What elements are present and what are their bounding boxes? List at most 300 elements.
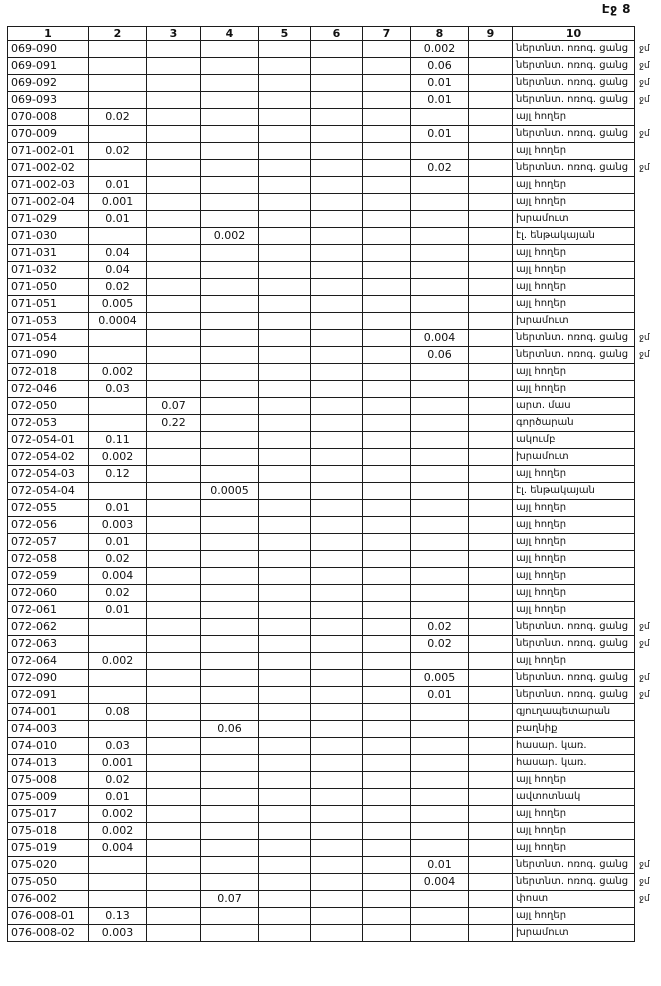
cell-value-col5 (259, 177, 311, 194)
cell-value-col9 (469, 364, 513, 381)
column-header: 2 (89, 27, 147, 41)
cell-value-col9 (469, 568, 513, 585)
cell-value-col8: 0.02 (411, 160, 469, 177)
cell-value-col4 (201, 143, 259, 160)
marginal-note: ջմ (639, 163, 650, 173)
cell-value-col3 (147, 211, 201, 228)
cell-value-col8 (411, 177, 469, 194)
cell-value-col5 (259, 806, 311, 823)
cell-value-col6 (311, 228, 363, 245)
cell-value-col5 (259, 41, 311, 58)
cell-value-col5 (259, 262, 311, 279)
cell-value-col8: 0.06 (411, 58, 469, 75)
cell-land-use-label: ներտնտ. ոռոգ. ցանց (513, 160, 635, 177)
cell-value-col4 (201, 670, 259, 687)
cell-value-col6 (311, 619, 363, 636)
cell-value-col7 (363, 755, 411, 772)
cell-value-col8 (411, 806, 469, 823)
cell-value-col6 (311, 568, 363, 585)
column-header: 5 (259, 27, 311, 41)
cell-value-col3 (147, 58, 201, 75)
cell-value-col8: 0.004 (411, 874, 469, 891)
cell-value-col9 (469, 551, 513, 568)
cell-value-col8 (411, 194, 469, 211)
cell-value-col8 (411, 840, 469, 857)
cell-value-col7 (363, 41, 411, 58)
cell-value-col4 (201, 925, 259, 942)
cell-value-col8: 0.02 (411, 619, 469, 636)
cell-value-col4 (201, 466, 259, 483)
cell-land-use-label: այլ հողեր (513, 517, 635, 534)
cell-value-col6 (311, 721, 363, 738)
cell-value-col3 (147, 721, 201, 738)
cell-value-col5 (259, 840, 311, 857)
cell-value-col5 (259, 381, 311, 398)
cell-value-col7 (363, 857, 411, 874)
cell-land-use-label: ներտնտ. ոռոգ. ցանց (513, 670, 635, 687)
cell-value-col4 (201, 789, 259, 806)
marginal-note (635, 721, 661, 738)
cell-value-col5 (259, 415, 311, 432)
cell-value-col2: 0.01 (89, 177, 147, 194)
cell-value-col2: 0.01 (89, 500, 147, 517)
cell-value-col2: 0.004 (89, 840, 147, 857)
cell-value-col4 (201, 194, 259, 211)
cell-value-col6 (311, 636, 363, 653)
table-row (8, 330, 661, 347)
cell-land-use-label: այլ հողեր (513, 585, 635, 602)
table-row (8, 449, 661, 466)
table-row (8, 687, 661, 704)
cell-value-col6 (311, 483, 363, 500)
cell-parcel-code: 071-031 (8, 245, 89, 262)
cell-parcel-code: 076-008-01 (8, 908, 89, 925)
cell-parcel-code: 071-051 (8, 296, 89, 313)
cell-value-col2 (89, 398, 147, 415)
marginal-note (635, 534, 661, 551)
cell-value-col4 (201, 449, 259, 466)
cell-value-col7 (363, 449, 411, 466)
cell-value-col2: 0.03 (89, 738, 147, 755)
cell-value-col7 (363, 279, 411, 296)
cell-value-col6 (311, 313, 363, 330)
table-row (8, 296, 661, 313)
cell-value-col9 (469, 500, 513, 517)
table-row (8, 466, 661, 483)
cell-value-col6 (311, 296, 363, 313)
cell-land-use-label: խրամուտ (513, 449, 635, 466)
marginal-note (635, 177, 661, 194)
cell-value-col7 (363, 211, 411, 228)
cell-value-col5 (259, 211, 311, 228)
table-row (8, 823, 661, 840)
cell-value-col2 (89, 891, 147, 908)
cell-value-col2: 0.12 (89, 466, 147, 483)
cell-parcel-code: 075-019 (8, 840, 89, 857)
cell-value-col9 (469, 245, 513, 262)
marginal-note (635, 398, 661, 415)
table-row (8, 500, 661, 517)
cell-value-col3 (147, 466, 201, 483)
cell-value-col6 (311, 857, 363, 874)
cell-value-col6 (311, 602, 363, 619)
cell-value-col4 (201, 687, 259, 704)
marginal-note: ջմ (639, 690, 650, 700)
cell-land-use-label: այլ հողեր (513, 381, 635, 398)
cell-value-col8 (411, 755, 469, 772)
cell-value-col3 (147, 687, 201, 704)
cell-value-col8 (411, 891, 469, 908)
cell-value-col9 (469, 126, 513, 143)
cell-value-col9 (469, 211, 513, 228)
cell-value-col2: 0.03 (89, 381, 147, 398)
marginal-note (635, 211, 661, 228)
cell-value-col5 (259, 228, 311, 245)
cell-value-col8 (411, 568, 469, 585)
cell-value-col9 (469, 415, 513, 432)
cell-value-col2 (89, 687, 147, 704)
cell-value-col6 (311, 772, 363, 789)
table-row (8, 262, 661, 279)
table-row (8, 755, 661, 772)
cell-value-col6 (311, 58, 363, 75)
cell-value-col6 (311, 415, 363, 432)
cell-parcel-code: 074-001 (8, 704, 89, 721)
cell-value-col7 (363, 58, 411, 75)
cell-value-col6 (311, 908, 363, 925)
cell-value-col4 (201, 585, 259, 602)
cell-value-col8: 0.01 (411, 687, 469, 704)
cell-land-use-label: այլ հողեր (513, 806, 635, 823)
cell-value-col7 (363, 874, 411, 891)
cell-value-col6 (311, 177, 363, 194)
cell-value-col6 (311, 738, 363, 755)
cell-value-col5 (259, 313, 311, 330)
cell-value-col4 (201, 75, 259, 92)
cell-value-col5 (259, 449, 311, 466)
cell-land-use-label: գործարան (513, 415, 635, 432)
table-row (8, 517, 661, 534)
cell-value-col6 (311, 466, 363, 483)
cell-value-col2: 0.002 (89, 449, 147, 466)
cell-value-col9 (469, 109, 513, 126)
marginal-note (635, 908, 661, 925)
cell-value-col2: 0.002 (89, 806, 147, 823)
cell-value-col4 (201, 874, 259, 891)
cell-value-col5 (259, 857, 311, 874)
cell-value-col4 (201, 58, 259, 75)
cell-parcel-code: 074-003 (8, 721, 89, 738)
cell-value-col7 (363, 823, 411, 840)
cell-value-col7 (363, 636, 411, 653)
cell-value-col7 (363, 738, 411, 755)
cell-value-col8 (411, 908, 469, 925)
cell-value-col7 (363, 347, 411, 364)
cell-value-col6 (311, 160, 363, 177)
cell-value-col5 (259, 721, 311, 738)
cell-land-use-label: այլ հողեր (513, 908, 635, 925)
cell-value-col8 (411, 789, 469, 806)
table-row (8, 109, 661, 126)
cell-land-use-label: խրամուտ (513, 211, 635, 228)
cell-value-col4 (201, 160, 259, 177)
cell-value-col6 (311, 262, 363, 279)
cell-value-col8 (411, 466, 469, 483)
cell-value-col8 (411, 109, 469, 126)
table-row (8, 432, 661, 449)
cell-parcel-code: 071-090 (8, 347, 89, 364)
cell-parcel-code: 071-050 (8, 279, 89, 296)
cell-value-col3 (147, 92, 201, 109)
cell-value-col7 (363, 313, 411, 330)
table-row (8, 75, 661, 92)
marginal-note: ջմ (639, 61, 650, 71)
cell-value-col3 (147, 279, 201, 296)
table-row (8, 636, 661, 653)
cell-value-col6 (311, 398, 363, 415)
marginal-note (635, 500, 661, 517)
cell-value-col3 (147, 704, 201, 721)
cell-parcel-code: 075-020 (8, 857, 89, 874)
cell-value-col9 (469, 772, 513, 789)
cell-value-col4 (201, 245, 259, 262)
cell-value-col8 (411, 772, 469, 789)
table-row (8, 534, 661, 551)
cell-land-use-label: այլ հողեր (513, 772, 635, 789)
cell-land-use-label: ներտնտ. ոռոգ. ցանց (513, 92, 635, 109)
cell-value-col3 (147, 806, 201, 823)
column-header: 1 (8, 27, 89, 41)
cell-land-use-label: այլ հողեր (513, 296, 635, 313)
cell-value-col2 (89, 330, 147, 347)
cell-value-col3 (147, 313, 201, 330)
cell-value-col5 (259, 738, 311, 755)
cell-value-col5 (259, 432, 311, 449)
table-row (8, 772, 661, 789)
cell-land-use-label: արտ. մաս (513, 398, 635, 415)
cell-value-col7 (363, 619, 411, 636)
marginal-note (635, 704, 661, 721)
cell-parcel-code: 071-002-04 (8, 194, 89, 211)
cell-parcel-code: 076-002 (8, 891, 89, 908)
column-header: 3 (147, 27, 201, 41)
cell-value-col2 (89, 483, 147, 500)
marginal-note (635, 483, 661, 500)
cell-parcel-code: 072-056 (8, 517, 89, 534)
cell-value-col2: 0.02 (89, 279, 147, 296)
cell-value-col5 (259, 602, 311, 619)
cell-value-col4 (201, 908, 259, 925)
cell-value-col7 (363, 228, 411, 245)
cell-value-col9 (469, 823, 513, 840)
cell-parcel-code: 071-002-03 (8, 177, 89, 194)
column-header: 9 (469, 27, 513, 41)
cell-land-use-label: ներտնտ. ոռոգ. ցանց (513, 687, 635, 704)
cell-land-use-label: հասար. կառ. (513, 738, 635, 755)
cell-value-col6 (311, 347, 363, 364)
cell-value-col3 (147, 891, 201, 908)
cell-parcel-code: 072-050 (8, 398, 89, 415)
cell-value-col8 (411, 483, 469, 500)
cell-value-col9 (469, 92, 513, 109)
cell-land-use-label: այլ հողեր (513, 500, 635, 517)
cell-value-col6 (311, 704, 363, 721)
cell-value-col8 (411, 517, 469, 534)
table-row (8, 313, 661, 330)
table-row (8, 721, 661, 738)
cell-value-col7 (363, 92, 411, 109)
cell-value-col4 (201, 432, 259, 449)
cell-value-col3 (147, 755, 201, 772)
marginal-note (635, 415, 661, 432)
cell-value-col4 (201, 330, 259, 347)
cell-value-col2: 0.004 (89, 568, 147, 585)
cell-value-col2: 0.01 (89, 211, 147, 228)
cell-value-col7 (363, 721, 411, 738)
cell-value-col8 (411, 602, 469, 619)
cell-value-col6 (311, 330, 363, 347)
cell-value-col8 (411, 704, 469, 721)
cell-parcel-code: 070-008 (8, 109, 89, 126)
cell-value-col9 (469, 908, 513, 925)
cell-value-col3 (147, 126, 201, 143)
cell-value-col9 (469, 619, 513, 636)
cell-value-col7 (363, 262, 411, 279)
cell-value-col5 (259, 704, 311, 721)
marginal-note (635, 602, 661, 619)
cell-value-col2: 0.01 (89, 534, 147, 551)
cell-value-col9 (469, 296, 513, 313)
cell-value-col6 (311, 211, 363, 228)
table-row (8, 381, 661, 398)
cell-value-col8 (411, 279, 469, 296)
table-row (8, 789, 661, 806)
table-row (8, 925, 661, 942)
column-header: 4 (201, 27, 259, 41)
table-row (8, 568, 661, 585)
table-row (8, 857, 661, 874)
cell-land-use-label: այլ հողեր (513, 653, 635, 670)
marginal-note (635, 262, 661, 279)
table-row (8, 143, 661, 160)
cell-value-col9 (469, 41, 513, 58)
cell-value-col2 (89, 670, 147, 687)
cell-value-col5 (259, 755, 311, 772)
cell-value-col3 (147, 160, 201, 177)
cell-land-use-label: այլ հողեր (513, 245, 635, 262)
table-row (8, 194, 661, 211)
cell-value-col4 (201, 177, 259, 194)
cell-value-col2: 0.003 (89, 517, 147, 534)
cell-value-col4 (201, 279, 259, 296)
cell-value-col6 (311, 75, 363, 92)
marginal-note (635, 296, 661, 313)
cell-value-col4 (201, 347, 259, 364)
cell-value-col9 (469, 755, 513, 772)
cell-value-col7 (363, 585, 411, 602)
cell-value-col9 (469, 330, 513, 347)
cell-value-col3 (147, 41, 201, 58)
cell-value-col3 (147, 381, 201, 398)
cell-value-col9 (469, 160, 513, 177)
cell-value-col2 (89, 415, 147, 432)
cell-value-col5 (259, 126, 311, 143)
cell-value-col3 (147, 585, 201, 602)
cell-land-use-label: գյուղապետարան (513, 704, 635, 721)
cell-land-use-label: այլ հողեր (513, 364, 635, 381)
cell-value-col8 (411, 534, 469, 551)
cell-land-use-label: ավտոտնակ (513, 789, 635, 806)
table-row (8, 41, 661, 58)
cell-value-col5 (259, 279, 311, 296)
cell-value-col9 (469, 262, 513, 279)
cell-value-col2 (89, 228, 147, 245)
cell-value-col6 (311, 653, 363, 670)
cell-parcel-code: 072-055 (8, 500, 89, 517)
cell-value-col7 (363, 177, 411, 194)
cell-land-use-label: այլ հողեր (513, 279, 635, 296)
cell-parcel-code: 071-002-01 (8, 143, 89, 160)
marginal-note: ջմ (639, 860, 650, 870)
cell-value-col6 (311, 41, 363, 58)
cell-value-col8 (411, 381, 469, 398)
cell-value-col5 (259, 466, 311, 483)
cell-value-col5 (259, 517, 311, 534)
cell-value-col8 (411, 823, 469, 840)
cell-value-col8: 0.01 (411, 857, 469, 874)
cell-land-use-label: հասար. կառ. (513, 755, 635, 772)
marginal-note: ջմ (639, 877, 650, 887)
cell-value-col7 (363, 364, 411, 381)
cell-value-col6 (311, 840, 363, 857)
cell-land-use-label: ներտնտ. ոռոգ. ցանց (513, 41, 635, 58)
cell-value-col6 (311, 687, 363, 704)
cell-value-col3 (147, 75, 201, 92)
cell-value-col2: 0.002 (89, 823, 147, 840)
marginal-note (635, 466, 661, 483)
cell-value-col7 (363, 602, 411, 619)
cell-value-col8: 0.02 (411, 636, 469, 653)
cell-parcel-code: 072-057 (8, 534, 89, 551)
cell-value-col9 (469, 806, 513, 823)
cell-value-col5 (259, 194, 311, 211)
cell-value-col2 (89, 75, 147, 92)
cell-value-col4 (201, 517, 259, 534)
cell-value-col2 (89, 126, 147, 143)
cell-land-use-label: էլ. ենթակայան (513, 483, 635, 500)
cell-value-col9 (469, 721, 513, 738)
cell-value-col9 (469, 432, 513, 449)
cell-value-col4 (201, 126, 259, 143)
cell-parcel-code: 072-018 (8, 364, 89, 381)
cell-value-col8 (411, 364, 469, 381)
marginal-note (635, 228, 661, 245)
cell-value-col9 (469, 143, 513, 160)
cell-parcel-code: 069-092 (8, 75, 89, 92)
cell-value-col4 (201, 211, 259, 228)
data-table (7, 26, 661, 942)
marginal-note (635, 772, 661, 789)
cell-value-col8 (411, 653, 469, 670)
marginal-note (635, 432, 661, 449)
cell-value-col3 (147, 432, 201, 449)
cell-value-col5 (259, 619, 311, 636)
cell-value-col6 (311, 670, 363, 687)
cell-value-col9 (469, 670, 513, 687)
cell-value-col4 (201, 92, 259, 109)
cell-value-col6 (311, 126, 363, 143)
cell-land-use-label: ներտնտ. ոռոգ. ցանց (513, 874, 635, 891)
